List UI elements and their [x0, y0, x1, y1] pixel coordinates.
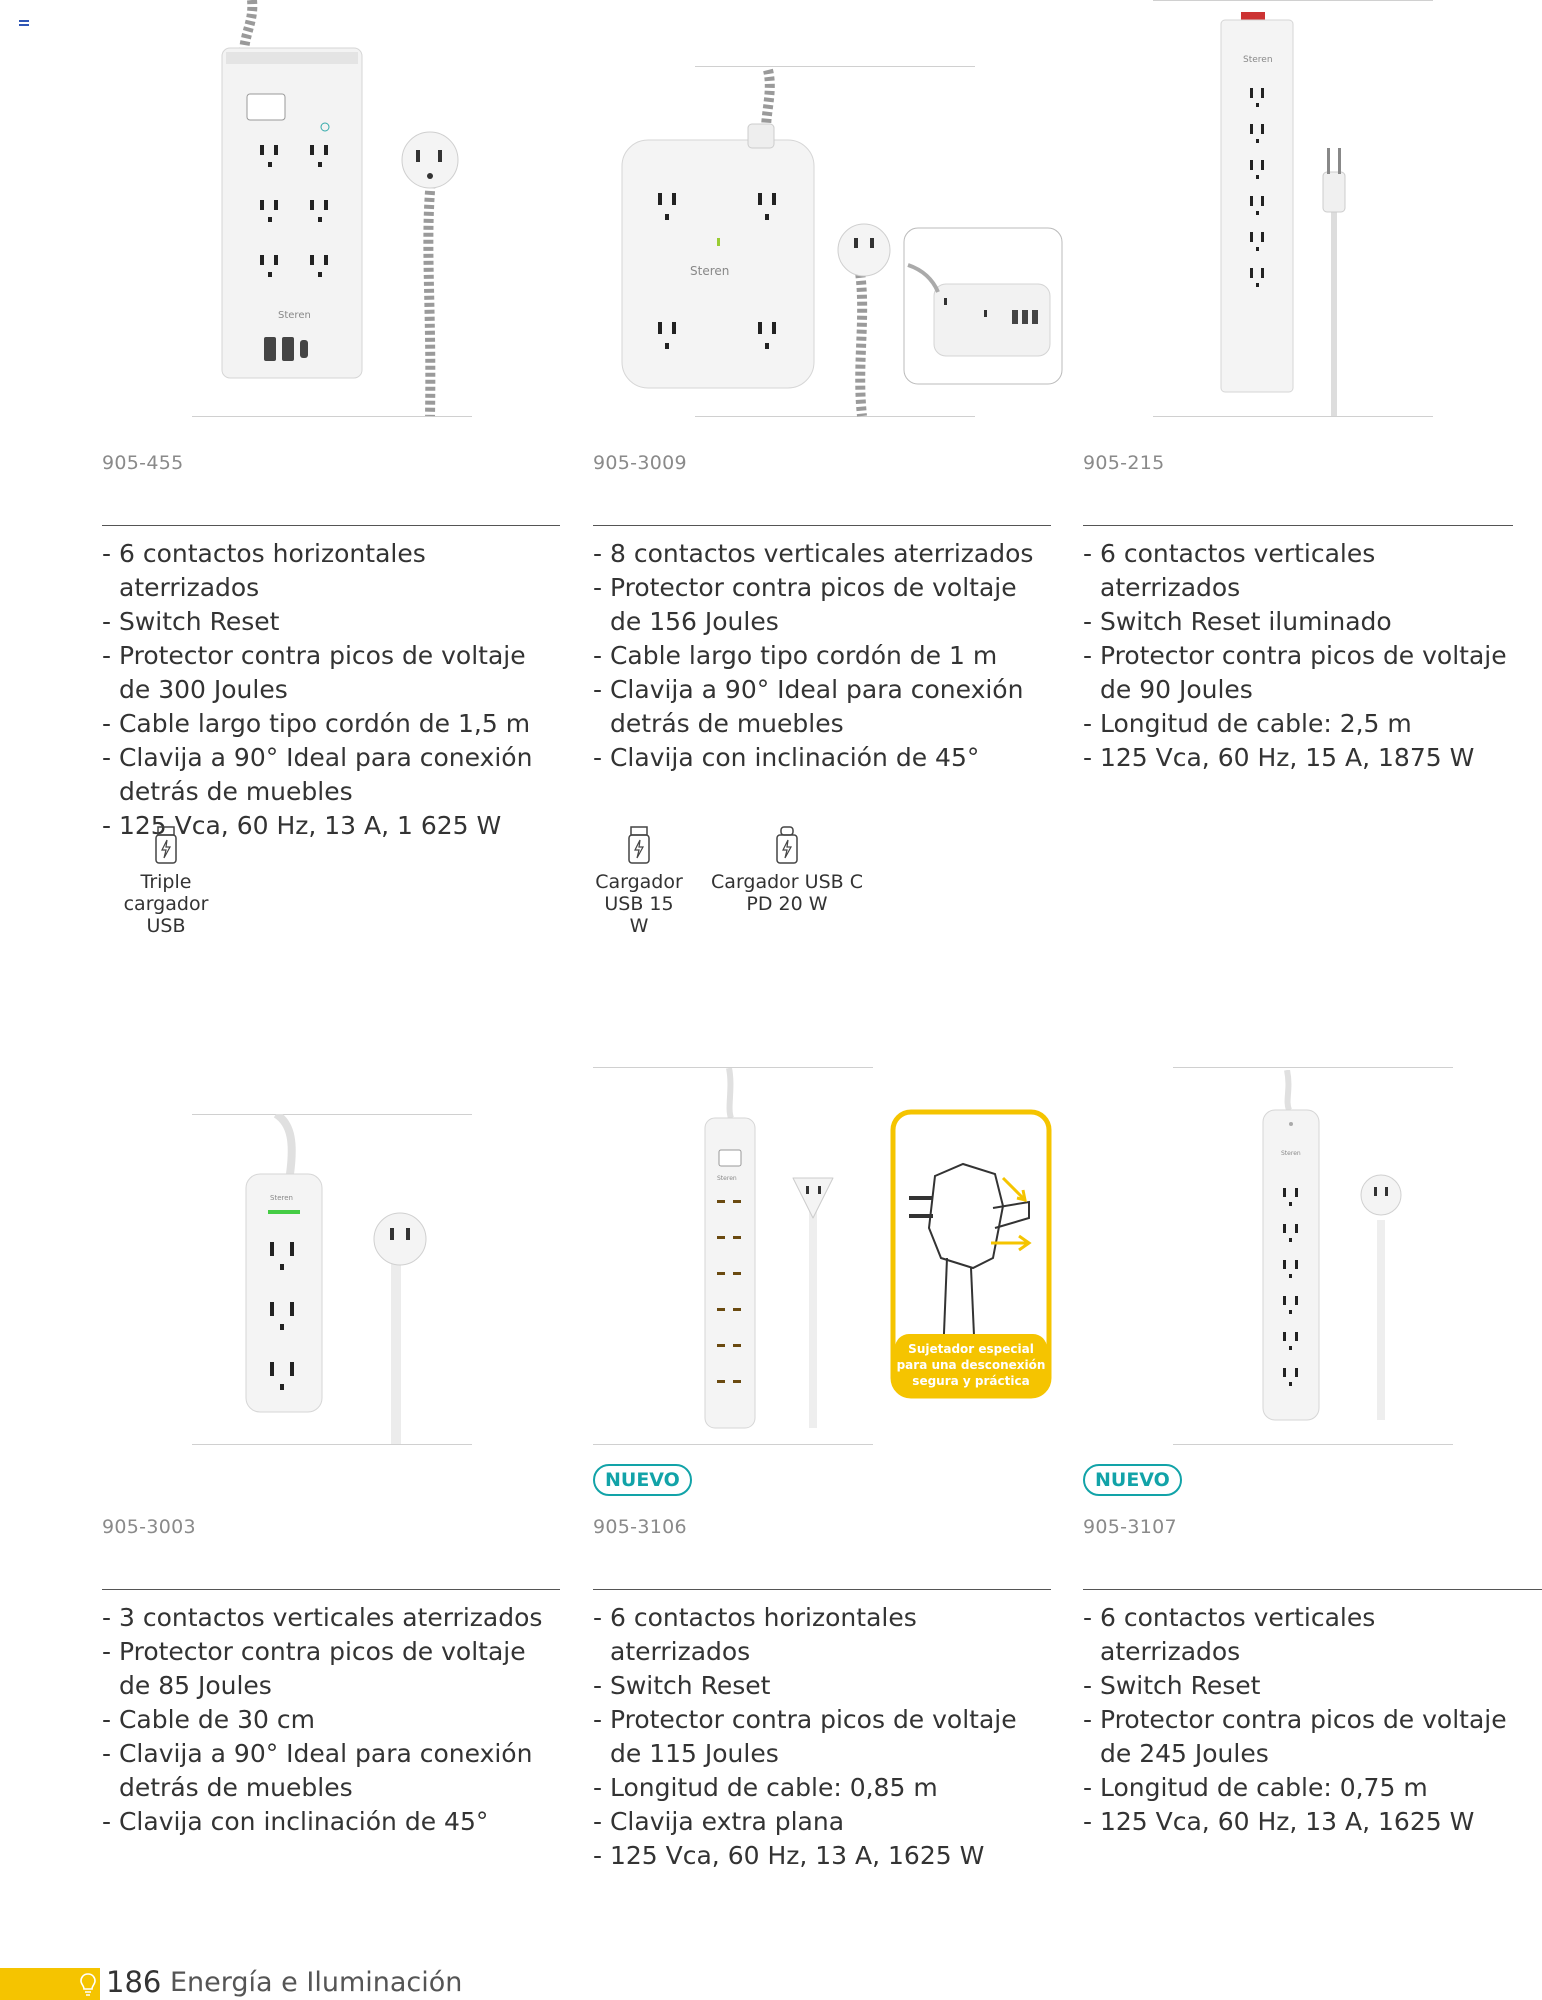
spec-item: - 6 contactos verticales aterrizados	[1083, 1603, 1376, 1666]
product-image	[673, 1068, 1053, 1448]
spec-item: - Cable largo tipo cordón de 1 m	[593, 641, 998, 670]
image-bottom-line	[192, 1444, 472, 1445]
feature-label-line: Cargador	[595, 871, 683, 893]
spec-item: - Longitud de cable: 2,5 m	[1083, 709, 1412, 738]
spec-item: - Protector contra picos de voltaje de 245 Joules	[1083, 1705, 1507, 1768]
brand-label: Steren	[1281, 1150, 1301, 1157]
spec-item: - 125 Vca, 60 Hz, 13 A, 1 625 W	[102, 811, 502, 840]
spec-item: - Switch Reset	[102, 607, 280, 636]
image-top-line	[1173, 1067, 1453, 1068]
brand-label: Steren	[717, 1175, 737, 1182]
spec-item: - 125 Vca, 60 Hz, 13 A, 1625 W	[593, 1841, 985, 1870]
callout-text: para una desconexión	[896, 1358, 1046, 1372]
spec-list	[1083, 537, 1523, 775]
divider	[102, 1589, 560, 1590]
product-sku: 905-3106	[593, 1516, 687, 1538]
spec-item: - Clavija a 90° Ideal para conexión detrás de muebles	[593, 675, 1024, 738]
spec-item: - Cable de 30 cm	[102, 1705, 315, 1734]
divider	[1083, 1589, 1542, 1590]
spec-item: - Longitud de cable: 0,85 m	[593, 1773, 938, 1802]
callout-text: Sujetador especial	[908, 1342, 1034, 1356]
product-image	[1213, 0, 1393, 418]
divider	[593, 525, 1051, 526]
menu-icon[interactable]	[19, 20, 29, 28]
spec-item: - Switch Reset	[1083, 1671, 1261, 1700]
spec-item: - Cable largo tipo cordón de 1,5 m	[102, 709, 531, 738]
brand-label: Steren	[1243, 55, 1273, 65]
new-badge: NUEVO	[1083, 1464, 1182, 1496]
product-sku: 905-455	[102, 452, 184, 474]
section-title: Energía e Iluminación	[170, 1967, 463, 1998]
product-image	[232, 1114, 432, 1444]
spec-list	[593, 537, 1051, 775]
spec-item: - Protector contra picos de voltaje de 156 Joules	[593, 573, 1017, 636]
feature-usb-charger	[102, 825, 230, 937]
page-number: 186	[106, 1965, 162, 1999]
spec-item: - Protector contra picos de voltaje de 90 Joules	[1083, 641, 1507, 704]
new-badge: NUEVO	[593, 1464, 692, 1496]
spec-item: - Switch Reset	[593, 1671, 771, 1700]
spec-item: - Clavija a 90° Ideal para conexión detrás de muebles	[102, 743, 533, 806]
product-sku: 905-3009	[593, 452, 687, 474]
spec-list	[593, 1601, 1051, 1873]
callout-text: segura y práctica	[912, 1374, 1030, 1388]
feature-usb-c-charger	[707, 825, 867, 915]
product-image	[192, 0, 492, 418]
product-image	[1233, 1070, 1433, 1450]
spec-item: - 6 contactos horizontales aterrizados	[593, 1603, 917, 1666]
divider	[1083, 525, 1513, 526]
lightbulb-icon	[76, 1971, 100, 1997]
product-sku: 905-3003	[102, 1516, 196, 1538]
spec-item: - 8 contactos verticales aterrizados	[593, 539, 1034, 568]
spec-list	[102, 537, 560, 843]
spec-item: - 3 contactos verticales aterrizados	[102, 1603, 543, 1632]
spec-item: - 6 contactos verticales aterrizados	[1083, 539, 1376, 602]
spec-item: - Switch Reset iluminado	[1083, 607, 1392, 636]
spec-list	[102, 1601, 560, 1839]
divider	[593, 1589, 1051, 1590]
spec-item: - Longitud de cable: 0,75 m	[1083, 1773, 1428, 1802]
brand-label: Steren	[270, 1194, 293, 1202]
spec-item: - Clavija con inclinación de 45°	[102, 1807, 489, 1836]
spec-item: - Clavija extra plana	[593, 1807, 845, 1836]
spec-item: - 125 Vca, 60 Hz, 15 A, 1875 W	[1083, 743, 1475, 772]
divider	[102, 525, 560, 526]
product-sku: 905-3107	[1083, 1516, 1177, 1538]
product-sku: 905-215	[1083, 452, 1165, 474]
feature-usb-charger	[593, 825, 685, 937]
feature-label-line: Cargador USB C	[711, 871, 863, 893]
product-image	[618, 60, 1068, 420]
spec-item: - Clavija a 90° Ideal para conexión detrás de muebles	[102, 1739, 533, 1802]
feature-label-line: cargador USB	[123, 893, 209, 937]
brand-label: Steren	[278, 310, 311, 321]
feature-label-line: Triple	[140, 871, 192, 893]
spec-item: - 125 Vca, 60 Hz, 13 A, 1625 W	[1083, 1807, 1475, 1836]
feature-label-line: PD 20 W	[746, 893, 828, 915]
usb-charger-icon	[627, 825, 651, 867]
brand-label: Steren	[690, 264, 730, 278]
spec-item: - Clavija con inclinación de 45°	[593, 743, 980, 772]
spec-item: - 6 contactos horizontales aterrizados	[102, 539, 426, 602]
spec-item: - Protector contra picos de voltaje de 300 Joules	[102, 641, 526, 704]
spec-list	[1083, 1601, 1523, 1839]
usb-charger-icon	[154, 825, 178, 867]
usb-c-charger-icon	[775, 825, 799, 867]
feature-label-line: USB 15 W	[604, 893, 674, 937]
spec-item: - Protector contra picos de voltaje de 85 Joules	[102, 1637, 526, 1700]
spec-item: - Protector contra picos de voltaje de 115 Joules	[593, 1705, 1017, 1768]
